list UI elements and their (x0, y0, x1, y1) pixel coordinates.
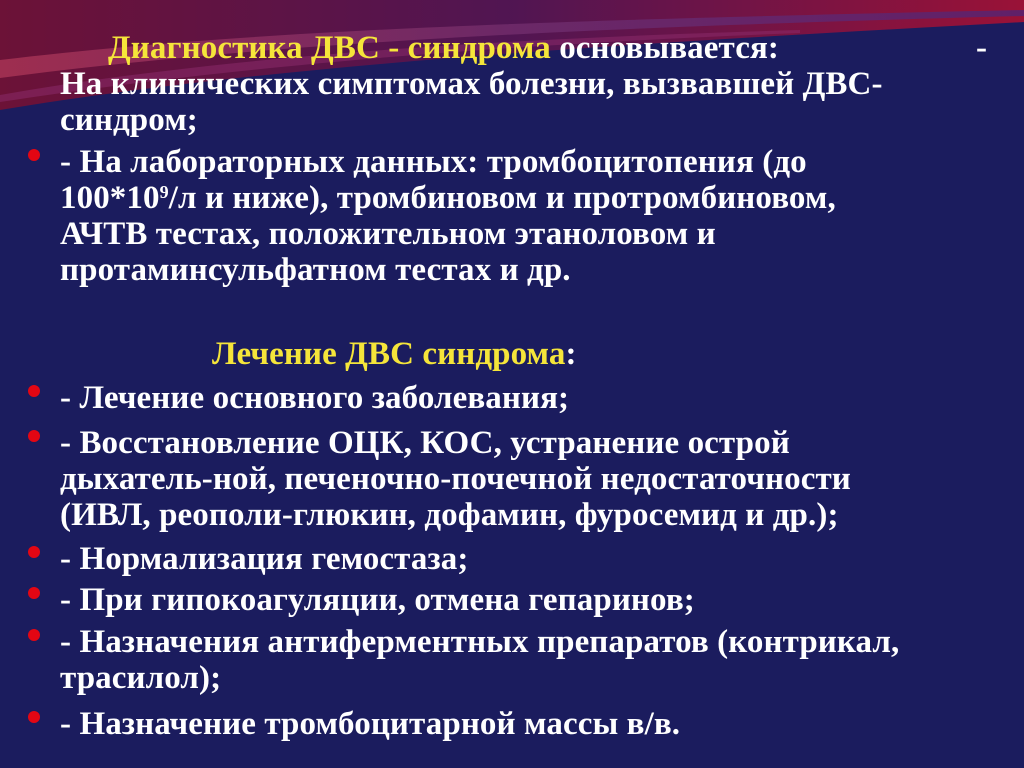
treatment-item-continuation: трасилол); (60, 660, 222, 696)
lab-line-3: АЧТВ тестах, положительном этаноловом и (60, 216, 716, 252)
treatment-item: - Назначение тромбоцитарной массы в/в. (60, 706, 681, 742)
treatment-heading: Лечение ДВС синдрома (212, 336, 566, 372)
lab-line-1: - На лабораторных данных: тромбоцитопения (до (60, 144, 807, 180)
lab-line-2 (60, 180, 836, 216)
treatment-item: - Восстановление ОЦК, КОС, устранение острой (60, 425, 790, 461)
bullet-icon (28, 629, 40, 641)
treatment-heading-line (212, 336, 577, 372)
bullet-icon (28, 430, 40, 442)
diagnostics-dash: - (976, 30, 988, 66)
bullet-icon (28, 546, 40, 558)
treatment-item: - Лечение основного заболевания; (60, 380, 570, 416)
bullet-icon (28, 587, 40, 599)
clinical-line-1: На клинических симптомах болезни, вызвавшей ДВС- (60, 66, 883, 102)
lab-line-2-superscript: 9 (159, 182, 169, 202)
diagnostics-heading-line (108, 30, 779, 66)
bullet-icon (28, 711, 40, 723)
diagnostics-heading-rest: основывается: (550, 30, 779, 66)
lab-line-2-a: 100*10 (60, 180, 160, 216)
clinical-line-2: синдром; (60, 102, 198, 138)
lab-line-4: протаминсульфатном тестах и др. (60, 252, 571, 288)
lab-line-2-b: /л и ниже), тромбиновом и протромбиновом, (168, 180, 836, 216)
treatment-item: - При гипокоагуляции, отмена гепаринов; (60, 582, 695, 618)
bullet-icon (28, 149, 40, 161)
diagnostics-heading: Диагностика ДВС - синдрома (108, 30, 551, 66)
treatment-heading-colon: : (565, 336, 577, 372)
bullet-icon (28, 385, 40, 397)
treatment-item-continuation: (ИВЛ, реополи-глюкин, дофамин, фуросемид и др.); (60, 497, 839, 533)
treatment-item: - Нормализация гемостаза; (60, 541, 469, 577)
treatment-item: - Назначения антиферментных препаратов (контрикал, (60, 624, 900, 660)
treatment-item-continuation: дыхатель-ной, печеночно-почечной недостаточности (60, 461, 851, 497)
